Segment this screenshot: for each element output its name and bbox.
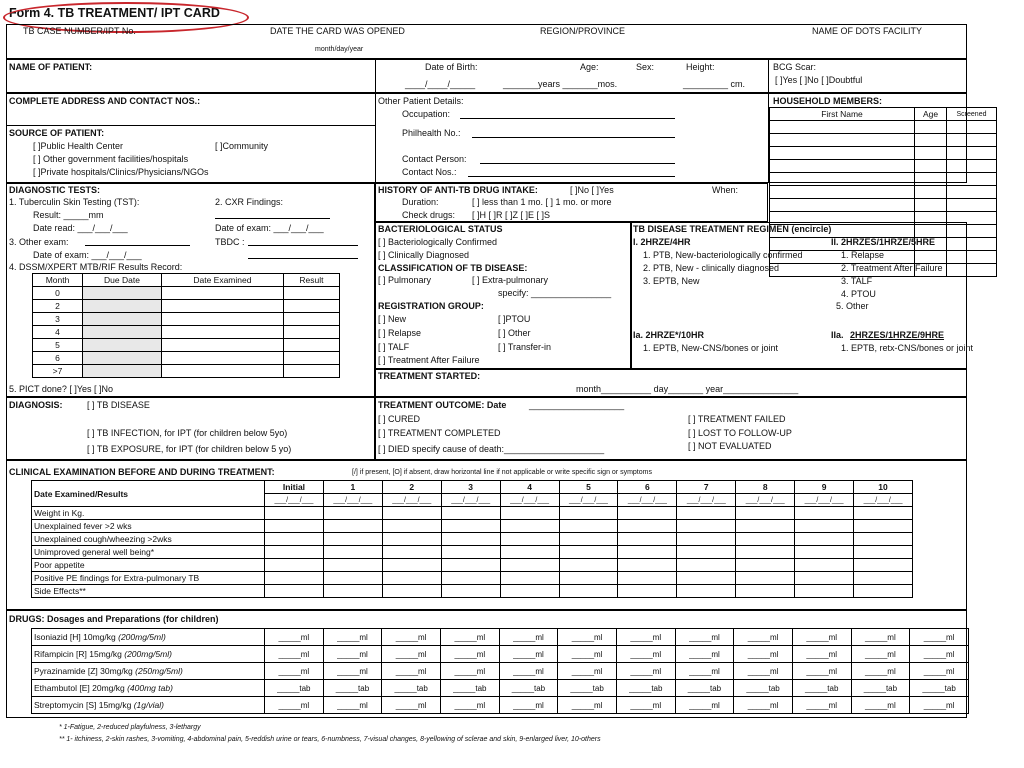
- dssm-month: 5: [33, 339, 83, 352]
- reg-other: [ ] Other: [498, 328, 531, 338]
- drug-row: [32, 663, 969, 680]
- outcome-lost: [ ] LOST TO FOLLOW-UP: [688, 428, 792, 438]
- diagnostic-tests-title: DIAGNOSTIC TESTS:: [9, 185, 101, 195]
- clinical-col-3: 3: [441, 481, 500, 494]
- regimen-2: II. 2HRZES/1HRZE/5HRE: [831, 237, 936, 247]
- clinical-date-blank: ___/___/___: [441, 494, 500, 507]
- drug-dose: (200mg/5ml): [124, 649, 172, 659]
- dssm-row: [33, 287, 340, 300]
- drug-row: [32, 646, 969, 663]
- clinical-row-label: Side Effects**: [32, 585, 265, 598]
- outcome-cured: [ ] CURED: [378, 414, 421, 424]
- date-format-label: month/day/year: [315, 46, 364, 53]
- dssm-table: [32, 273, 340, 378]
- cxr-label: 2. CXR Findings:: [215, 197, 284, 207]
- regimen-2d: 4. PTOU: [841, 289, 876, 299]
- drug-dose-cell: _____ml: [382, 629, 441, 646]
- dssm-row: [33, 313, 340, 326]
- clinical-col-0: Initial: [265, 481, 324, 494]
- drug-dose-cell: _____ml: [910, 629, 969, 646]
- drug-dose-cell: _____ml: [910, 663, 969, 680]
- clinical-row-label: Poor appetite: [32, 559, 265, 572]
- clinical-row-label: Weight in Kg.: [32, 507, 265, 520]
- drug-dose-cell: _____ml: [616, 663, 675, 680]
- clinical-col-10: 10: [854, 481, 913, 494]
- clinical-date-blank: ___/___/___: [795, 494, 854, 507]
- drug-dose-cell: _____ml: [440, 697, 499, 714]
- clinical-row-label: Unexplained fever >2 wks: [32, 520, 265, 533]
- drug-dose-cell: _____ml: [440, 646, 499, 663]
- drug-dose-cell: _____ml: [265, 646, 324, 663]
- clinical-col-4: 4: [500, 481, 559, 494]
- drug-dose-cell: _____tab: [616, 680, 675, 697]
- drug-dose-cell: _____tab: [382, 680, 441, 697]
- clinical-row: [32, 546, 913, 559]
- age-label: Age:: [580, 62, 599, 72]
- clinical-row: [32, 533, 913, 546]
- clinical-row: [32, 559, 913, 572]
- drug-dose-cell: _____ml: [382, 697, 441, 714]
- drug-dose-cell: _____ml: [323, 697, 382, 714]
- classif-extra: [ ] Extra-pulmonary: [472, 275, 549, 285]
- drug-row: [32, 680, 969, 697]
- drug-dose-cell: _____ml: [675, 646, 734, 663]
- drug-label: Rifampicin [R] 15mg/kg: [34, 649, 125, 659]
- dssm-month: 2: [33, 300, 83, 313]
- clinical-row: [32, 520, 913, 533]
- drug-label: Isoniazid [H] 10mg/kg: [34, 632, 119, 642]
- clinical-row-label: Positive PE findings for Extra-pulmonary TB: [32, 572, 265, 585]
- outcome-failed: [ ] TREATMENT FAILED: [688, 414, 786, 424]
- reg-transfer: [ ] Transfer-in: [498, 342, 552, 352]
- tst-date-read: Date read: ___/___/___: [33, 223, 128, 233]
- drug-dose: (200mg/5ml): [118, 632, 166, 642]
- dssm-row: [33, 339, 340, 352]
- case-number-label: TB CASE NUMBER/IPT No.: [23, 26, 136, 36]
- drug-name: [32, 646, 265, 663]
- age-blank: _______years _______mos.: [503, 79, 618, 89]
- dssm-month: 4: [33, 326, 83, 339]
- clinical-date-blank: ___/___/___: [618, 494, 677, 507]
- dssm-row: [33, 326, 340, 339]
- bact-title: BACTERIOLOGICAL STATUS: [378, 224, 503, 234]
- household-first-name-header: First Name: [770, 108, 915, 121]
- clinical-row-label: Unexplained cough/wheezing >2wks: [32, 533, 265, 546]
- drug-dose: (400mg tab): [127, 683, 173, 693]
- bact-clinical: [ ] Clinically Diagnosed: [378, 250, 470, 260]
- regimen-1: I. 2HRZE/4HR: [633, 237, 691, 247]
- drug-dose-cell: _____tab: [499, 680, 558, 697]
- bcg-label: BCG Scar:: [773, 62, 817, 72]
- diagnosis-disease: [ ] TB DISEASE: [87, 400, 150, 410]
- drug-dose-cell: _____ml: [558, 697, 617, 714]
- diagnosis-exposure: [ ] TB EXPOSURE, for IPT (for children below 5 yo): [87, 444, 292, 454]
- drug-dose-cell: _____ml: [499, 663, 558, 680]
- drug-name: [32, 629, 265, 646]
- outcome-not-evaluated: [ ] NOT EVALUATED: [688, 441, 772, 451]
- drug-dose-cell: _____tab: [675, 680, 734, 697]
- clinical-date-blank: ___/___/___: [736, 494, 795, 507]
- sex-label: Sex:: [636, 62, 655, 72]
- drug-name: [32, 663, 265, 680]
- reg-new: [ ] New: [378, 314, 407, 324]
- dssm-row: [33, 352, 340, 365]
- regimen-4-prefix: IIa.: [831, 330, 844, 340]
- drug-dose-cell: _____ml: [792, 629, 851, 646]
- dssm-month: >7: [33, 365, 83, 378]
- drug-dose-cell: _____ml: [675, 663, 734, 680]
- drug-dose-cell: _____ml: [851, 646, 910, 663]
- drug-name: [32, 680, 265, 697]
- drug-dose-cell: _____ml: [851, 663, 910, 680]
- drug-dose-cell: _____tab: [734, 680, 793, 697]
- history-when: When:: [712, 185, 739, 195]
- outcome-title: TREATMENT OUTCOME: Date: [378, 400, 507, 410]
- drug-row: [32, 629, 969, 646]
- clinical-title: CLINICAL EXAMINATION BEFORE AND DURING TREATMENT:: [9, 467, 275, 477]
- history-duration-options: [ ] less than 1 mo. [ ] 1 mo. or more: [472, 197, 612, 207]
- drug-dose-cell: _____ml: [265, 663, 324, 680]
- dssm-month: 0: [33, 287, 83, 300]
- dssm-header-0: Month: [33, 274, 83, 287]
- classif-specify: specify: ________________: [498, 288, 612, 298]
- drug-label: Ethambutol [E] 20mg/kg: [34, 683, 128, 693]
- regimen-1b: 2. PTB, New - clinically diagnosed: [643, 263, 780, 273]
- clinical-col-6: 6: [618, 481, 677, 494]
- dssm-header-3: Result: [283, 274, 339, 287]
- drug-label: Pyrazinamide [Z] 30mg/kg: [34, 666, 136, 676]
- drug-dose-cell: _____ml: [851, 629, 910, 646]
- drug-dose-cell: _____ml: [675, 697, 734, 714]
- drug-dose-cell: _____ml: [616, 629, 675, 646]
- clinical-date-header: Date Examined/Results: [32, 481, 265, 507]
- drug-dose-cell: _____ml: [792, 646, 851, 663]
- other-exam-date: Date of exam: ___/___/___: [33, 250, 142, 260]
- drug-dose: (250mg/5ml): [135, 666, 183, 676]
- clinical-col-5: 5: [559, 481, 618, 494]
- pict-label: 5. PICT done? [ ]Yes [ ]No: [9, 384, 114, 394]
- height-blank: _________ cm.: [683, 79, 746, 89]
- drug-dose-cell: _____ml: [734, 663, 793, 680]
- history-title: HISTORY OF ANTI-TB DRUG INTAKE:: [378, 185, 538, 195]
- clinical-date-blank: ___/___/___: [677, 494, 736, 507]
- clinical-date-blank: ___/___/___: [323, 494, 382, 507]
- drugs-title: DRUGS: Dosages and Preparations (for children): [9, 614, 219, 624]
- clinical-header-row: [32, 481, 913, 494]
- form-title: Form 4. TB TREATMENT/ IPT CARD: [9, 6, 220, 20]
- regimen-3a: 1. EPTB, New-CNS/bones or joint: [643, 343, 779, 353]
- regimen-4a: 1. EPTB, retx-CNS/bones or joint: [841, 343, 974, 353]
- regimen-3: Ia. 2HRZE*/10HR: [633, 330, 705, 340]
- drug-dose-cell: _____ml: [734, 697, 793, 714]
- footnote-2: ** 1- itchiness, 2-skin rashes, 3-vomiting, 4-abdominal pain, 5-reddish urine or tears, 6-numbness, 7-visual changes, 8-yellowing of sclerae and skin, 9-enlarged liver, 10-others: [59, 736, 601, 743]
- source-title: SOURCE OF PATIENT:: [9, 128, 105, 138]
- source-phc: [ ]Public Health Center: [33, 141, 124, 151]
- drug-dose-cell: _____ml: [851, 697, 910, 714]
- reg-relapse: [ ] Relapse: [378, 328, 422, 338]
- dssm-header-1: Due Date: [83, 274, 162, 287]
- classif-title: CLASSIFICATION OF TB DISEASE:: [378, 263, 528, 273]
- outcome-completed: [ ] TREATMENT COMPLETED: [378, 428, 501, 438]
- outcome-date-blank: ___________________: [529, 400, 625, 410]
- reg-talf: [ ] TALF: [378, 342, 410, 352]
- drug-dose-cell: _____ml: [440, 629, 499, 646]
- clinical-row-label: Unimproved general well being*: [32, 546, 265, 559]
- contact-nos-label: Contact Nos.:: [402, 167, 457, 177]
- drug-dose-cell: _____tab: [558, 680, 617, 697]
- drugs-table: [31, 628, 969, 714]
- reg-taf: [ ] Treatment After Failure: [378, 355, 480, 365]
- tst-label: 1. Tuberculin Skin Testing (TST):: [9, 197, 140, 207]
- household-screened-header: Screened: [947, 108, 997, 121]
- drug-dose-cell: _____ml: [558, 646, 617, 663]
- diagnosis-infection: [ ] TB INFECTION, for IPT (for children below 5yo): [87, 428, 288, 438]
- dob-label: Date of Birth:: [425, 62, 478, 72]
- region-label: REGION/PROVINCE: [540, 26, 626, 36]
- drug-dose-cell: _____tab: [440, 680, 499, 697]
- drug-dose-cell: _____ml: [265, 629, 324, 646]
- clinical-row: [32, 572, 913, 585]
- drug-dose-cell: _____tab: [910, 680, 969, 697]
- bcg-options: [ ]Yes [ ]No [ ]Doubtful: [775, 75, 863, 85]
- drug-dose-cell: _____ml: [323, 663, 382, 680]
- cxr-date: Date of exam: ___/___/___: [215, 223, 324, 233]
- other-details-title: Other Patient Details:: [378, 96, 464, 106]
- drug-dose-cell: _____ml: [440, 663, 499, 680]
- clinical-row: [32, 585, 913, 598]
- clinical-col-9: 9: [795, 481, 854, 494]
- reg-ptou: [ ]PTOU: [498, 314, 531, 324]
- history-duration: Duration:: [402, 197, 439, 207]
- philhealth-label: Philhealth No.:: [402, 128, 461, 138]
- date-opened-label: DATE THE CARD WAS OPENED: [270, 26, 405, 36]
- patient-name-label: NAME OF PATIENT:: [9, 62, 93, 72]
- address-label: COMPLETE ADDRESS AND CONTACT NOS.:: [9, 96, 201, 106]
- household-title: HOUSEHOLD MEMBERS:: [773, 96, 883, 106]
- drug-dose-cell: _____ml: [734, 646, 793, 663]
- tbdc-label: TBDC :: [215, 237, 245, 247]
- treatment-started-date: month__________ day_______ year_______________: [576, 384, 799, 394]
- classif-pulmonary: [ ] Pulmonary: [378, 275, 432, 285]
- drug-dose-cell: _____ml: [323, 646, 382, 663]
- drug-dose-cell: _____ml: [323, 629, 382, 646]
- regimen-2a: 1. Relapse: [841, 250, 885, 260]
- dob-blank: ____/____/_____: [405, 79, 476, 89]
- drug-dose-cell: _____ml: [499, 629, 558, 646]
- drug-dose-cell: _____ml: [382, 663, 441, 680]
- clinical-row: [32, 507, 913, 520]
- regimen-4: 2HRZES/1HRZE/9HRE: [850, 330, 945, 340]
- regimen-1a: 1. PTB, New-bacteriologically confirmed: [643, 250, 803, 260]
- diagnosis-title: DIAGNOSIS:: [9, 400, 63, 410]
- dssm-row: [33, 365, 340, 378]
- footnote-1: * 1-Fatigue, 2-reduced playfulness, 3-lethargy: [59, 724, 201, 731]
- dssm-month: 6: [33, 352, 83, 365]
- occupation-label: Occupation:: [402, 109, 451, 119]
- regimen-2b: 2. Treatment After Failure: [841, 263, 943, 273]
- drug-dose-cell: _____tab: [265, 680, 324, 697]
- drug-dose-cell: _____ml: [499, 697, 558, 714]
- regimen-2e: 5. Other: [836, 301, 869, 311]
- drug-dose-cell: _____tab: [792, 680, 851, 697]
- drug-dose-cell: _____ml: [499, 646, 558, 663]
- treatment-started-title: TREATMENT STARTED:: [378, 371, 481, 381]
- clinical-date-blank: ___/___/___: [559, 494, 618, 507]
- source-community: [ ]Community: [215, 141, 269, 151]
- source-govt: [ ] Other government facilities/hospitals: [33, 154, 189, 164]
- reg-title: REGISTRATION GROUP:: [378, 301, 484, 311]
- drug-dose-cell: _____ml: [910, 697, 969, 714]
- drug-dose-cell: _____ml: [558, 629, 617, 646]
- contact-person-label: Contact Person:: [402, 154, 467, 164]
- drug-dose-cell: _____ml: [382, 646, 441, 663]
- drug-dose-cell: _____ml: [558, 663, 617, 680]
- clinical-col-8: 8: [736, 481, 795, 494]
- drug-dose-cell: _____tab: [323, 680, 382, 697]
- drug-row: [32, 697, 969, 714]
- drug-dose-cell: _____ml: [792, 663, 851, 680]
- tst-result: Result: _____mm: [33, 210, 104, 220]
- outcome-died: [ ] DIED specify cause of death:____________________: [378, 444, 605, 454]
- history-check-drugs: Check drugs:: [402, 210, 456, 220]
- household-age-header: Age: [915, 108, 947, 121]
- clinical-date-blank: ___/___/___: [265, 494, 324, 507]
- clinical-col-7: 7: [677, 481, 736, 494]
- height-label: Height:: [686, 62, 715, 72]
- clinical-note: [/] if present, [O] if absent, draw horizontal line if not applicable or write specific sign or symptoms: [352, 469, 652, 476]
- drug-dose-cell: _____ml: [734, 629, 793, 646]
- clinical-col-1: 1: [323, 481, 382, 494]
- clinical-date-blank: ___/___/___: [500, 494, 559, 507]
- drug-name: [32, 697, 265, 714]
- dssm-row: [33, 300, 340, 313]
- dssm-month: 3: [33, 313, 83, 326]
- drug-dose-cell: _____ml: [265, 697, 324, 714]
- source-private: [ ]Private hospitals/Clinics/Physicians/NGOs: [33, 167, 209, 177]
- drug-dose-cell: _____ml: [792, 697, 851, 714]
- regimen-1c: 3. EPTB, New: [643, 276, 700, 286]
- clinical-col-2: 2: [382, 481, 441, 494]
- history-options: [ ]No [ ]Yes: [570, 185, 614, 195]
- other-exam-label: 3. Other exam:: [9, 237, 69, 247]
- clinical-table: [31, 480, 913, 598]
- dssm-header-2: Date Examined: [161, 274, 283, 287]
- history-drug-options: [ ]H [ ]R [ ]Z [ ]E [ ]S: [472, 210, 551, 220]
- regimen-title: TB DISEASE TREATMENT REGIMEN (encircle): [633, 224, 832, 234]
- facility-label: NAME OF DOTS FACILITY: [812, 26, 923, 36]
- drug-dose-cell: _____ml: [616, 697, 675, 714]
- dssm-label: 4. DSSM/XPERT MTB/RIF Results Record:: [9, 262, 183, 272]
- drug-label: Streptomycin [S] 15mg/kg: [34, 700, 134, 710]
- drug-dose-cell: _____ml: [616, 646, 675, 663]
- drug-dose-cell: _____ml: [910, 646, 969, 663]
- regimen-2c: 3. TALF: [841, 276, 873, 286]
- drug-dose: (1g/vial): [133, 700, 164, 710]
- drug-dose-cell: _____tab: [851, 680, 910, 697]
- drug-dose-cell: _____ml: [675, 629, 734, 646]
- clinical-date-blank: ___/___/___: [382, 494, 441, 507]
- clinical-date-blank: ___/___/___: [854, 494, 913, 507]
- bact-confirmed: [ ] Bacteriologically Confirmed: [378, 237, 498, 247]
